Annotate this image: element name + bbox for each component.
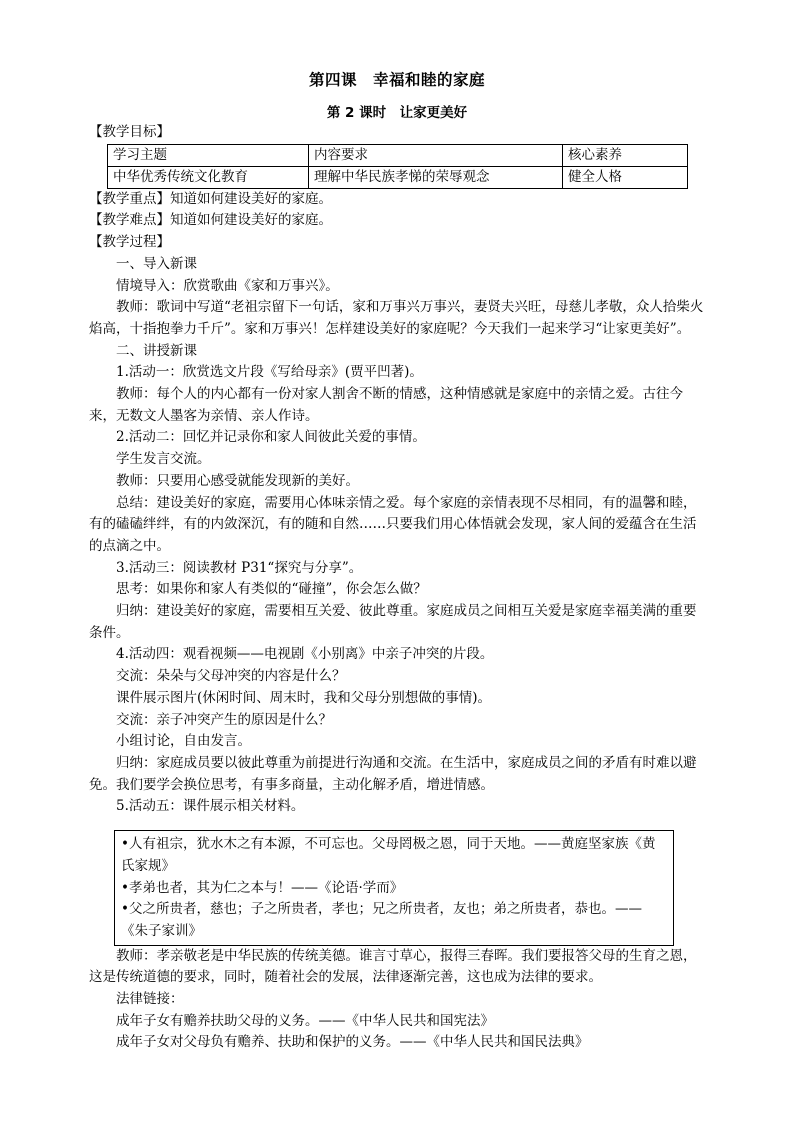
paragraph: 2.活动二：回忆并记录你和家人间彼此关爱的事情。 xyxy=(116,429,426,446)
paragraph: 4.活动四：观看视频——电视剧《小别离》中亲子冲突的片段。 xyxy=(116,646,494,663)
paragraph: 二、讲授新课 xyxy=(116,342,197,359)
paragraph: 1.活动一：欣赏选文片段《写给母亲》(贾平凹著)。 xyxy=(116,364,423,381)
paragraph: 课件展示图片(休闲时间、周末时，我和父母分别想做的事情)。 xyxy=(116,689,492,706)
process-heading: 【教学过程】 xyxy=(89,234,170,251)
process-section-before-box xyxy=(89,254,707,818)
paragraph: 一、导入新课 xyxy=(116,255,197,272)
document-body xyxy=(89,122,707,1054)
quote-item: •父之所贵者，慈也；子之所贵者，孝也；兄之所贵者，友也；弟之所贵者，恭也。——《朱子家训》 xyxy=(121,901,642,939)
difficulty: 【教学难点】知道如何建设美好的家庭。 xyxy=(89,212,332,229)
paragraph: 小组讨论，自由发言。 xyxy=(116,733,251,750)
paragraph: 归纳：建设美好的家庭，需要相互关爱、彼此尊重。家庭成员之间相互关爱是家庭幸福美满的重要条件。 xyxy=(89,603,697,641)
paragraph: 成年子女对父母负有赡养、扶助和保护的义务。——《中华人民共和国民法典》 xyxy=(116,1034,589,1051)
goals-table xyxy=(107,144,688,189)
process-section-after-box xyxy=(89,946,707,1055)
paragraph: 教师：每个人的内心都有一份对家人割舍不断的情感，这种情感就是家庭中的亲情之爱。古往今来，无数文人墨客为亲情、亲人作诗。 xyxy=(89,386,683,424)
goals-heading: 【教学目标】 xyxy=(89,124,170,140)
paragraph: 归纳：家庭成员要以彼此尊重为前提进行沟通和交流。在生活中，家庭成员之间的矛盾有时难以避免。我们要学会换位思考，有事多商量，主动化解矛盾，增进情感。 xyxy=(89,754,697,793)
goals-cell-literacy: 健全人格 xyxy=(563,166,688,188)
key-point: 【教学重点】知道如何建设美好的家庭。 xyxy=(89,190,332,207)
paragraph: 教师：孝亲敬老是中华民族的传统美德。谁言寸草心，报得三春晖。我们要报答父母的生育之恩，这是传统道德的要求，同时，随着社会的发展，法律逐渐完善，这也成为法律的要求。 xyxy=(89,947,697,986)
paragraph: 成年子女有赡养扶助父母的义务。——《中华人民共和国宪法》 xyxy=(116,1012,494,1029)
paragraph: 3.活动三：阅读教材 P31“探究与分享”。 xyxy=(116,559,363,576)
goals-table-row xyxy=(108,166,688,188)
paragraph: 交流：亲子冲突产生的原因是什么？ xyxy=(116,711,332,728)
goals-table-header-row xyxy=(108,144,688,166)
paragraph: 5.活动五：课件展示相关材料。 xyxy=(116,798,305,815)
paragraph: 思考：如果你和家人有类似的“碰撞”，你会怎么做？ xyxy=(116,581,427,598)
paragraph: 法律链接： xyxy=(116,991,184,1008)
paragraph: 教师：歌词中写道“老祖宗留下一句话，家和万事兴万事兴，妻贤夫兴旺，母慈儿孝敬，众人拾柴火焰高，十指抱拳力千斤”。家和万事兴！怎样建设美好的家庭呢？今天我们一起来学习“让家更美好”。 xyxy=(89,299,704,337)
paragraph: 总结：建设美好的家庭，需要用心体味亲情之爱。每个家庭的亲情表现不尽相同，有的温馨和睦，有的磕磕绊绊，有的内敛深沉，有的随和自然……只要我们用心体悟就会发现，家人间的爱蕴含在生活的点滴之中。 xyxy=(89,494,697,554)
goals-cell-content: 理解中华民族孝悌的荣辱观念 xyxy=(309,166,563,188)
goals-header-content: 内容要求 xyxy=(309,144,563,166)
paragraph: 教师：只要用心感受就能发现新的美好。 xyxy=(116,472,359,489)
goals-cell-topic: 中华优秀传统文化教育 xyxy=(108,166,309,188)
lesson-subtitle: 第 2 课时 让家更美好 xyxy=(326,105,468,121)
goals-header-topic: 学习主题 xyxy=(108,144,309,166)
quote-item: •人有祖宗，犹水木之有本源，不可忘也。父母罔极之恩，同于天地。——黄庭坚家族《黄氏家规》 xyxy=(121,836,656,874)
quote-item: •孝弟也者，其为仁之本与！——《论语·学而》 xyxy=(121,879,404,896)
paragraph: 学生发言交流。 xyxy=(116,451,211,468)
paragraph: 交流：朵朵与父母冲突的内容是什么？ xyxy=(116,668,346,685)
goals-header-literacy: 核心素养 xyxy=(563,144,688,166)
paragraph: 情境导入：欣赏歌曲《家和万事兴》。 xyxy=(116,277,339,294)
quote-box xyxy=(114,830,674,946)
lesson-title: 第四课 幸福和睦的家庭 xyxy=(308,71,485,89)
